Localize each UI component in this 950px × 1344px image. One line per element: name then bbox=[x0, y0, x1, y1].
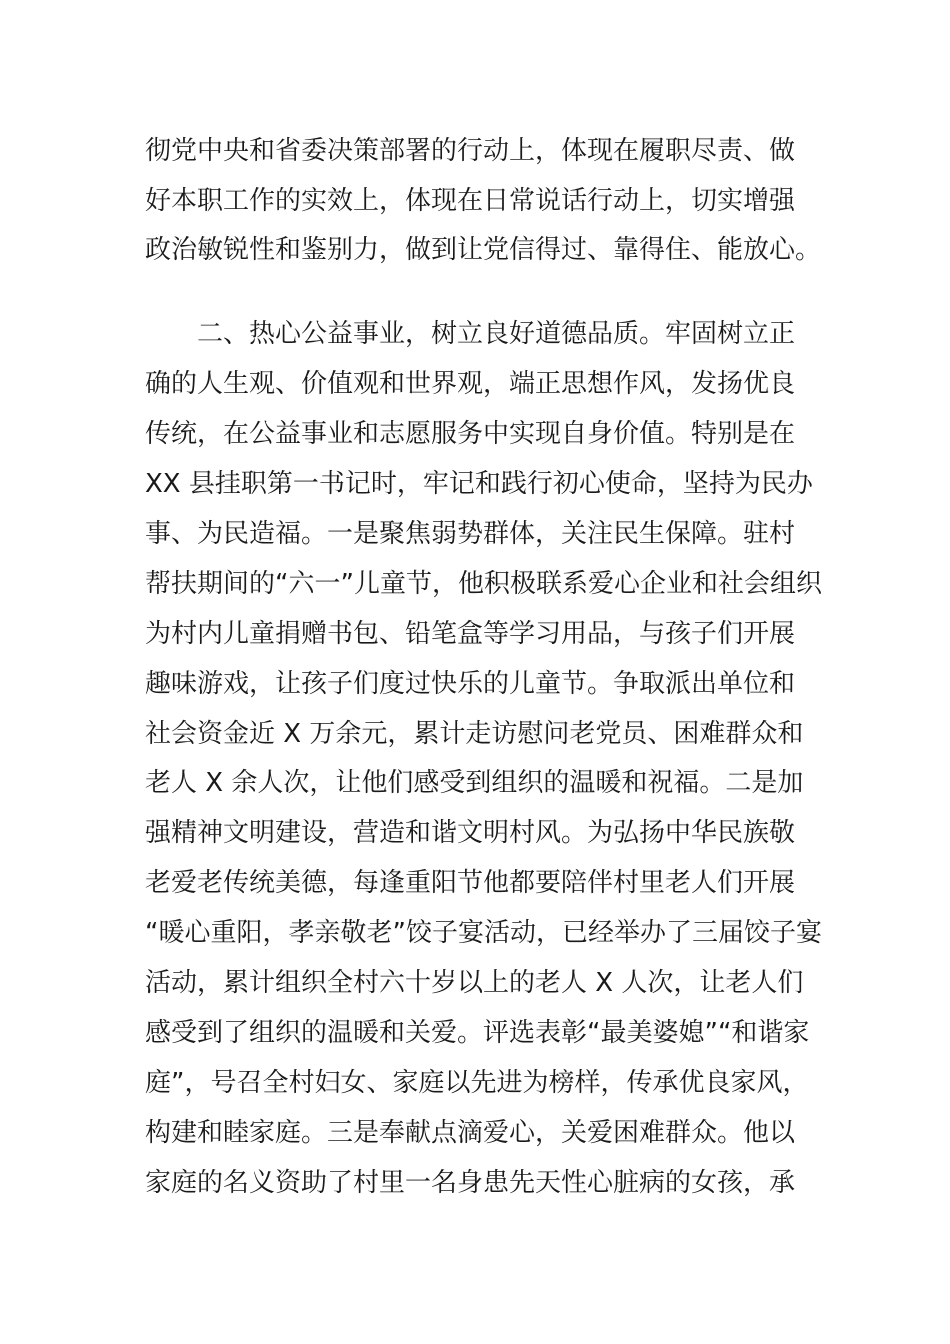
text-line: 趣味游戏，让孩子们度过快乐的儿童节。争取派出单位和 bbox=[145, 669, 796, 699]
text-line: 为村内儿童捐赠书包、铅笔盒等学习用品，与孩子们开展 bbox=[145, 619, 796, 649]
text-line: “暖心重阳，孝亲敬老”饺子宴活动，已经举办了三届饺子宴 bbox=[145, 918, 822, 948]
text-line: 政治敏锐性和鉴别力，做到让党信得过、靠得住、能放心。 bbox=[145, 235, 822, 265]
text-line: 确的人生观、价值观和世界观，端正思想作风，发扬优良 bbox=[145, 369, 796, 399]
text-line: 社会资金近 X 万余元，累计走访慰问老党员、困难群众和 bbox=[145, 719, 804, 749]
text-line: 老爱老传统美德，每逢重阳节他都要陪伴村里老人们开展 bbox=[145, 868, 796, 898]
text-line: 好本职工作的实效上，体现在日常说话行动上，切实增强 bbox=[145, 186, 796, 216]
text-line: 活动，累计组织全村六十岁以上的老人 X 人次，让老人们 bbox=[145, 968, 804, 998]
text-line: XX 县挂职第一书记时，牢记和践行初心使命，坚持为民办 bbox=[145, 469, 813, 499]
text-line: 传统，在公益事业和志愿服务中实现自身价值。特别是在 bbox=[145, 419, 796, 449]
text-line: 彻党中央和省委决策部署的行动上，体现在履职尽责、做 bbox=[145, 136, 796, 166]
paragraph-first-line: 二、热心公益事业，树立良好道德品质。牢固树立正 bbox=[197, 319, 796, 349]
text-line: 老人 X 余人次，让他们感受到组织的温暖和祝福。二是加 bbox=[145, 768, 804, 798]
text-line: 家庭的名义资助了村里一名身患先天性心脏病的女孩，承 bbox=[145, 1168, 796, 1198]
text-line: 感受到了组织的温暖和关爱。评选表彰“最美婆媳”“和谐家 bbox=[145, 1018, 810, 1048]
text-line: 事、为民造福。一是聚焦弱势群体，关注民生保障。驻村 bbox=[145, 519, 796, 549]
text-line: 强精神文明建设，营造和谐文明村风。为弘扬中华民族敬 bbox=[145, 818, 796, 848]
text-line: 构建和睦家庭。三是奉献点滴爱心，关爱困难群众。他以 bbox=[145, 1118, 796, 1148]
text-line: 帮扶期间的“六一”儿童节，他积极联系爱心企业和社会组织 bbox=[145, 569, 822, 599]
text-line: 庭”，号召全村妇女、家庭以先进为榜样，传承优良家风， bbox=[145, 1068, 809, 1098]
